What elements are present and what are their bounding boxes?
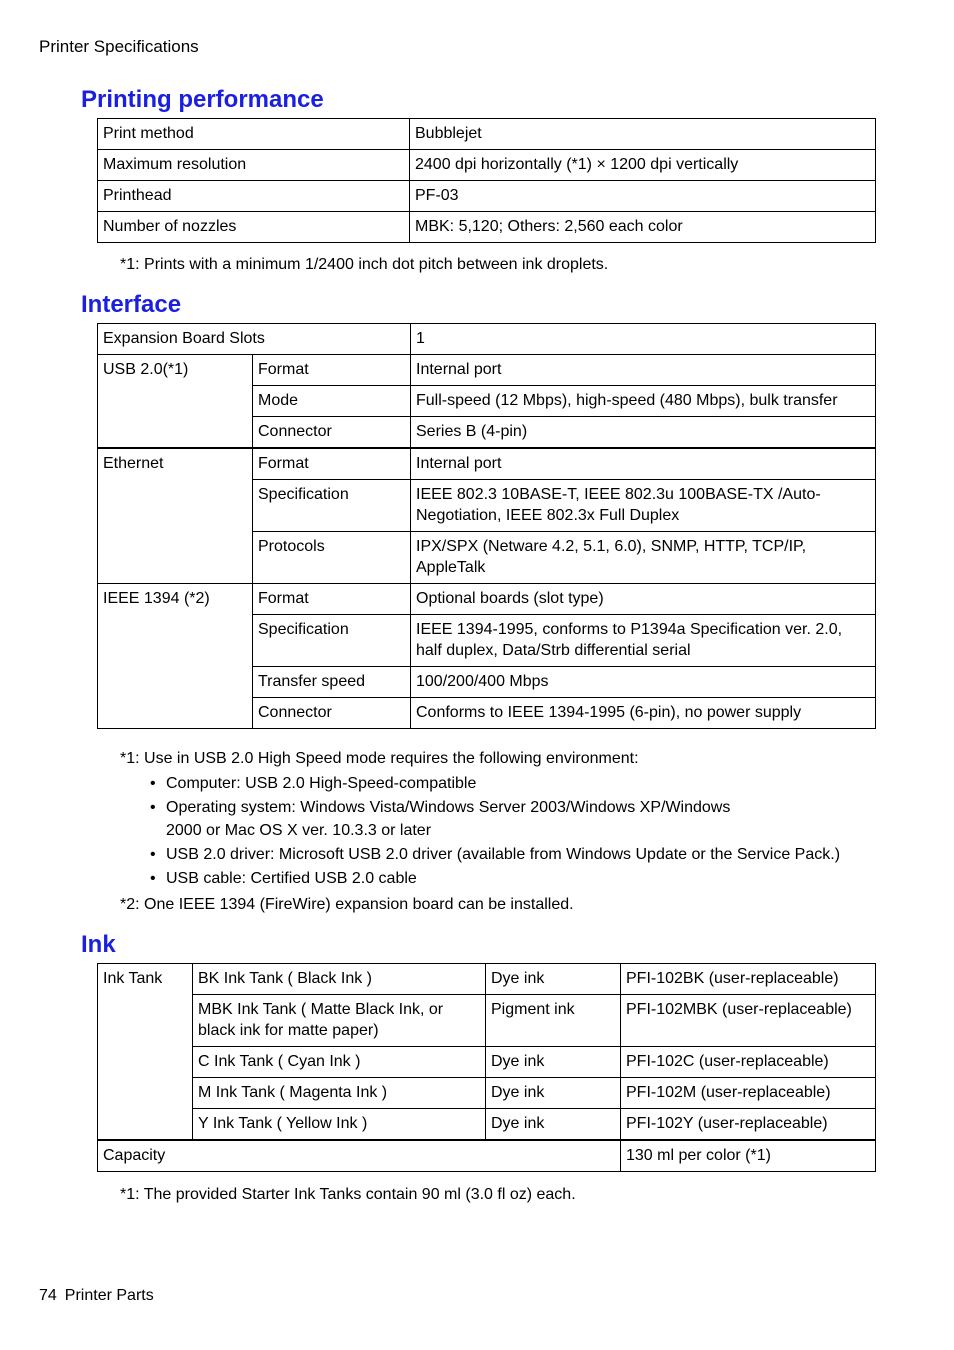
spec-label: Specification bbox=[253, 615, 411, 667]
group-label: Ink Tank bbox=[98, 964, 193, 1141]
footnote: *1: Prints with a minimum 1/2400 inch dot pitch between ink droplets. bbox=[120, 256, 609, 273]
spec-label: Number of nozzles bbox=[98, 212, 410, 243]
table-row bbox=[98, 324, 876, 355]
spec-value: PF-03 bbox=[410, 181, 876, 212]
ink-part-number: PFI-102C (user-replaceable) bbox=[621, 1047, 876, 1078]
spec-label: Protocols bbox=[253, 532, 411, 584]
ink-type: Dye ink bbox=[486, 964, 621, 995]
spec-label: Printhead bbox=[98, 181, 410, 212]
list-item: • USB 2.0 driver: Microsoft USB 2.0 driver (available from Windows Update or the Service Pack.) bbox=[150, 843, 870, 866]
table-row bbox=[98, 119, 876, 150]
table-row bbox=[98, 212, 876, 243]
spec-value: Series B (4-pin) bbox=[411, 417, 876, 449]
spec-label: Transfer speed bbox=[253, 667, 411, 698]
bullet-icon: • bbox=[150, 870, 156, 887]
footnote: *2: One IEEE 1394 (FireWire) expansion board can be installed. bbox=[120, 896, 574, 913]
ink-type: Dye ink bbox=[486, 1047, 621, 1078]
table-row bbox=[98, 355, 876, 386]
table-row bbox=[98, 995, 876, 1047]
table-row bbox=[98, 584, 876, 615]
spec-value: Internal port bbox=[411, 355, 876, 386]
spec-label: Maximum resolution bbox=[98, 150, 410, 181]
spec-value: Bubblejet bbox=[410, 119, 876, 150]
table-row bbox=[98, 964, 876, 995]
section-title-ink: Ink bbox=[81, 931, 116, 958]
spec-value: Conforms to IEEE 1394-1995 (6-pin), no power supply bbox=[411, 698, 876, 729]
running-header: Printer Specifications bbox=[39, 37, 199, 56]
spec-label: Expansion Board Slots bbox=[98, 324, 411, 355]
ink-tank-name: M Ink Tank ( Magenta Ink ) bbox=[193, 1078, 486, 1109]
ink-type: Dye ink bbox=[486, 1109, 621, 1141]
table-row bbox=[98, 1109, 876, 1141]
ink-type: Dye ink bbox=[486, 1078, 621, 1109]
page-number: 74 bbox=[39, 1287, 57, 1304]
table-row bbox=[98, 1078, 876, 1109]
ink-type: Pigment ink bbox=[486, 995, 621, 1047]
spec-label: Mode bbox=[253, 386, 411, 417]
spec-value: IEEE 1394-1995, conforms to P1394a Specification ver. 2.0, half duplex, Data/Strb differential serial bbox=[411, 615, 876, 667]
group-label: IEEE 1394 (*2) bbox=[98, 584, 253, 729]
spec-label: Print method bbox=[98, 119, 410, 150]
ink-tank-name: Y Ink Tank ( Yellow Ink ) bbox=[193, 1109, 486, 1141]
spec-label: Connector bbox=[253, 417, 411, 449]
bullet-icon: • bbox=[150, 775, 156, 792]
footnote: *1: Use in USB 2.0 High Speed mode requires the following environment: bbox=[120, 750, 639, 767]
spec-value: 1 bbox=[411, 324, 876, 355]
table-row bbox=[98, 448, 876, 480]
list-item: • Operating system: Windows Vista/Windows Server 2003/Windows XP/Windows 2000 or Mac OS X ver. 10.3.3 or later bbox=[150, 796, 766, 842]
ink-tank-name: BK Ink Tank ( Black Ink ) bbox=[193, 964, 486, 995]
ink-part-number: PFI-102M (user-replaceable) bbox=[621, 1078, 876, 1109]
spec-label: Capacity bbox=[98, 1140, 621, 1172]
table-row bbox=[98, 181, 876, 212]
spec-label: Connector bbox=[253, 698, 411, 729]
ink-part-number: PFI-102MBK (user-replaceable) bbox=[621, 995, 876, 1047]
spec-label: Format bbox=[253, 584, 411, 615]
spec-value: IPX/SPX (Netware 4.2, 5.1, 6.0), SNMP, HTTP, TCP/IP, AppleTalk bbox=[411, 532, 876, 584]
table-row bbox=[98, 1140, 876, 1172]
spec-value: Internal port bbox=[411, 448, 876, 480]
spec-label: Format bbox=[253, 355, 411, 386]
spec-value: Full-speed (12 Mbps), high-speed (480 Mbps), bulk transfer bbox=[411, 386, 876, 417]
table-row bbox=[98, 1047, 876, 1078]
printing-performance-table bbox=[97, 118, 876, 243]
section-title-printing-performance: Printing performance bbox=[81, 86, 324, 113]
spec-value: IEEE 802.3 10BASE-T, IEEE 802.3u 100BASE-TX /Auto-Negotiation, IEEE 802.3x Full Duplex bbox=[411, 480, 876, 532]
ink-tank-name: C Ink Tank ( Cyan Ink ) bbox=[193, 1047, 486, 1078]
ink-part-number: PFI-102BK (user-replaceable) bbox=[621, 964, 876, 995]
interface-table bbox=[97, 323, 876, 729]
spec-label: Specification bbox=[253, 480, 411, 532]
group-label: Ethernet bbox=[98, 448, 253, 584]
table-row bbox=[98, 150, 876, 181]
spec-value: 2400 dpi horizontally (*1) × 1200 dpi vertically bbox=[410, 150, 876, 181]
list-item: • Computer: USB 2.0 High-Speed-compatible bbox=[150, 772, 870, 795]
spec-value: Optional boards (slot type) bbox=[411, 584, 876, 615]
spec-value: MBK: 5,120; Others: 2,560 each color bbox=[410, 212, 876, 243]
bullet-icon: • bbox=[150, 799, 156, 816]
bullet-icon: • bbox=[150, 846, 156, 863]
group-label: USB 2.0(*1) bbox=[98, 355, 253, 449]
ink-tank-name: MBK Ink Tank ( Matte Black Ink, or black ink for matte paper) bbox=[193, 995, 486, 1047]
section-title-interface: Interface bbox=[81, 291, 182, 318]
ink-part-number: PFI-102Y (user-replaceable) bbox=[621, 1109, 876, 1141]
spec-value: 100/200/400 Mbps bbox=[411, 667, 876, 698]
footnote: *1: The provided Starter Ink Tanks contain 90 ml (3.0 fl oz) each. bbox=[120, 1186, 576, 1203]
page-footer bbox=[39, 1287, 154, 1305]
footer-section-title: Printer Parts bbox=[64, 1287, 154, 1304]
spec-label: Format bbox=[253, 448, 411, 480]
ink-table bbox=[97, 963, 876, 1172]
requirements-list bbox=[150, 772, 870, 891]
list-item: • USB cable: Certified USB 2.0 cable bbox=[150, 867, 870, 890]
spec-value: 130 ml per color (*1) bbox=[621, 1140, 876, 1172]
